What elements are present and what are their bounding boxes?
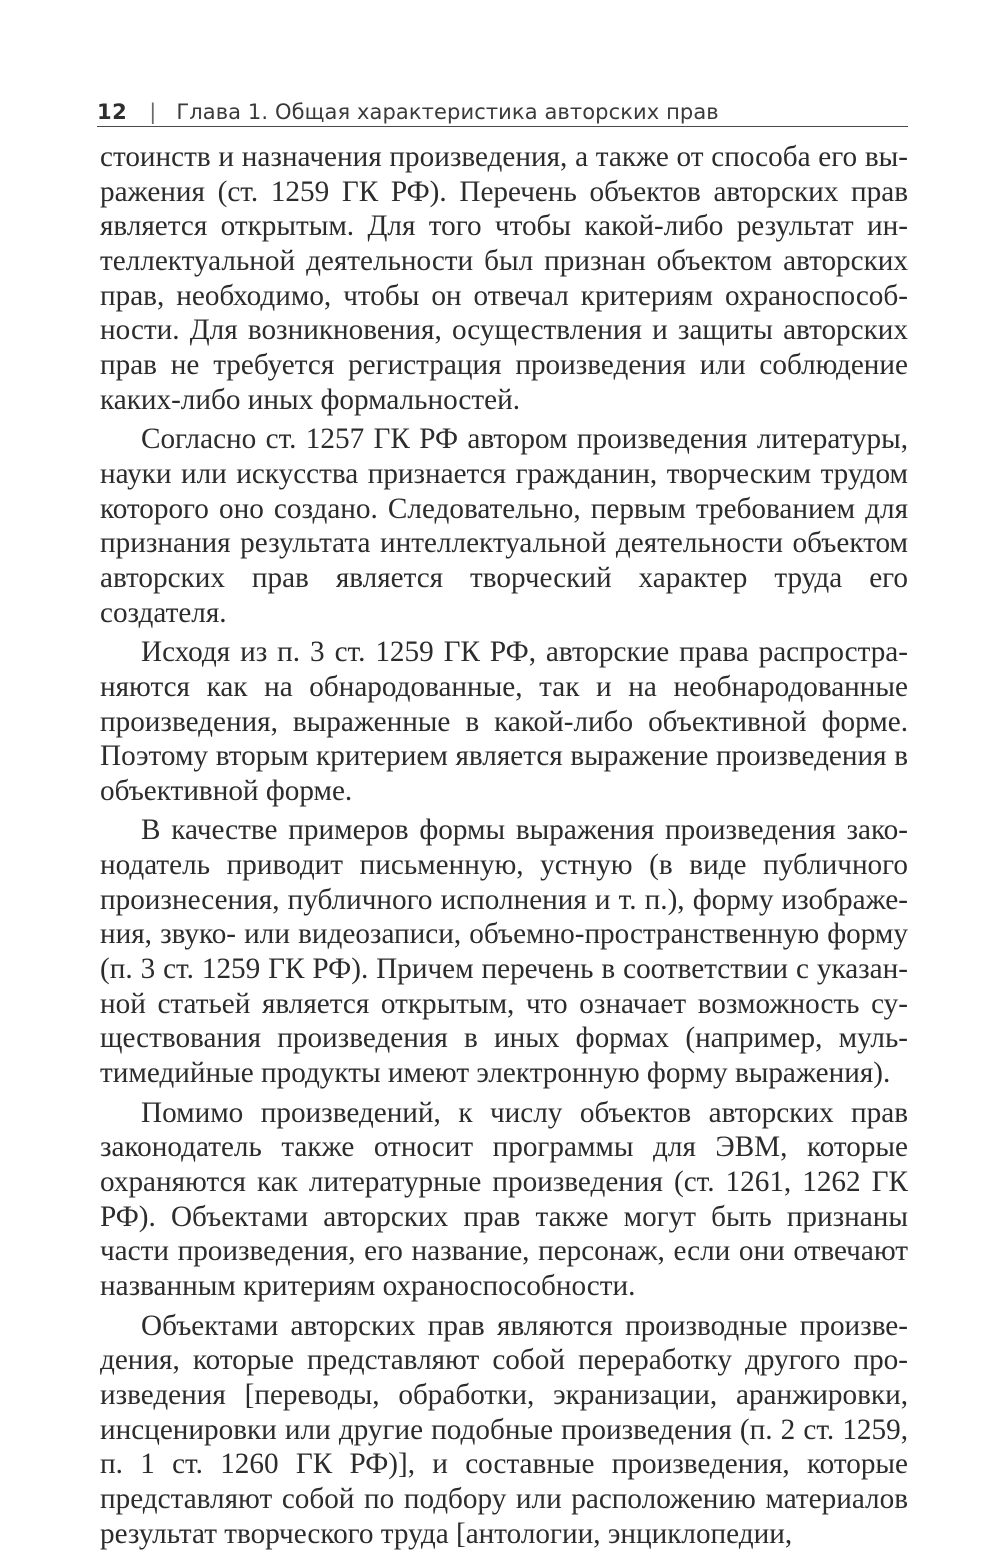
paragraph-objective-form: Исходя из п. 3 ст. 1259 ГК РФ, авторские права распространяются как на обнародованные, так и на необнародованные произведения, выраженные в какой-либо объективной форме. Поэтому вторым критерием является выражение произведения в объективной форме. [100,636,908,807]
body-text [100,140,908,1551]
page-number: 12 [97,100,128,124]
paragraph-computer-programs: Помимо произведений, к числу объектов авторских прав законодатель также относит программы для ЭВМ, которые охраняются как литературные произведения (ст. 1261, 1262 ГК РФ). Объектами авторских прав также могут быть признаны части произведения, его название, персонаж, если они отвечают названным критериям охраноспособности. [100,1096,908,1302]
header-rule [97,126,908,127]
paragraph-continued: стоинств и назначения произведения, а также от способа его выражения (ст. 1259 ГК РФ). Перечень объектов авторских прав является открытым. Для того чтобы какой-либо результат интеллектуальной деятельности был признан объектом авторских прав, необходимо, чтобы он отвечал критериям охраноспособности. Для возникновения, осуществления и защиты авторских прав не требуется регистрация произведения или соблюдение каких-либо иных формальностей. [100,141,908,416]
chapter-title: Глава 1. Общая характеристика авторских прав [176,100,719,124]
header-separator: | [149,100,157,124]
paragraph-expression-forms: В качестве примеров формы выражения произведения законодатель приводит письменную, устную (в виде публичного произнесения, публичного исполнения и т. п.), форму изображения, звуко- или видеозаписи, объемно-пространственную форму (п. 3 ст. 1259 ГК РФ). Причем перечень в соответствии с указанной статьей является открытым, что означает возможность существования произведения в иных формах (например, мультимедийные продукты имеют электронную форму выражения). [100,814,908,1090]
paragraph-derivative-works: Объектами авторских прав являются производные произведения, которые представляют собой переработку другого произведения [переводы, обработки, экранизации, аранжировки, инсценировки или другие подобные произведения (п. 2 ст. 1259, п. 1 ст. 1260 ГК РФ)], и составные произведения, которые представляют собой по подбору или расположению материалов результат творческого труда [антологии, энциклопедии, [100,1309,908,1550]
paragraph-author-definition: Согласно ст. 1257 ГК РФ автором произведения литературы, науки или искусства признается гражданин, творческим трудом которого оно создано. Следовательно, первым требованием для признания результата интеллектуальной деятельности объектом авторских прав является творческий характер труда его создателя. [100,423,908,629]
